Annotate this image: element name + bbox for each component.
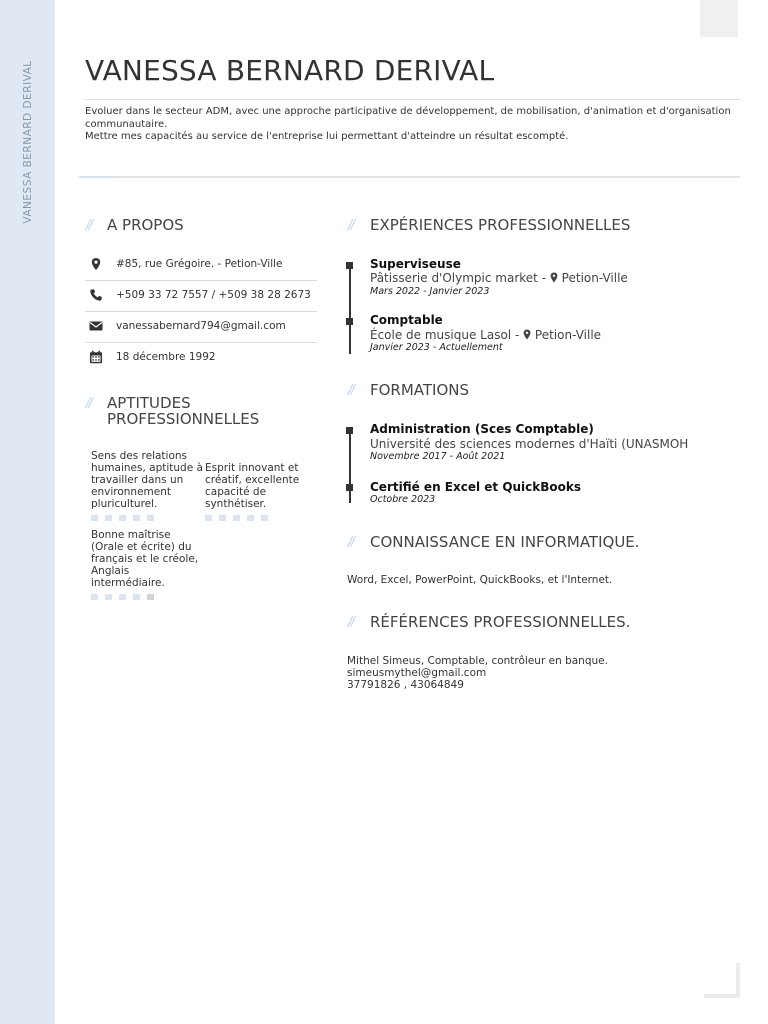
- candidate-name: VANESSA BERNARD DERIVAL: [85, 54, 495, 87]
- divider: [79, 176, 740, 178]
- section-slash-icon: //: [348, 615, 354, 630]
- location-pin-icon: [523, 329, 531, 340]
- timeline-marker: [346, 427, 353, 434]
- section-title-references: RÉFÉRENCES PROFESSIONNELLES.: [370, 613, 631, 631]
- section-title-skills: [107, 395, 259, 427]
- location-pin-icon: [550, 272, 558, 283]
- profile-summary: [85, 106, 740, 144]
- timeline-marker: [346, 262, 353, 269]
- phone-icon: [89, 288, 103, 302]
- corner-decoration: [700, 0, 738, 37]
- section-slash-icon: //: [348, 383, 354, 398]
- sidebar-vertical-name: VANESSA BERNARD DERIVAL: [22, 60, 34, 224]
- skill-rating-dot: [233, 515, 240, 521]
- education-dates: Octobre 2023: [370, 494, 436, 505]
- skill-line: travailler dans un: [91, 474, 184, 486]
- envelope-icon: [89, 319, 103, 333]
- job-dates: Janvier 2023 - Actuellement: [370, 342, 503, 353]
- calendar-icon: [89, 350, 103, 364]
- location-pin-icon: [89, 257, 103, 271]
- job-org-text: École de musique Lasol -: [370, 328, 524, 342]
- contact-address: [85, 250, 317, 281]
- job-org: [370, 271, 628, 285]
- contact-phone: [85, 281, 317, 312]
- computing-skills: Word, Excel, PowerPoint, QuickBooks, et l'Internet.: [347, 574, 613, 586]
- skill-rating-dot: [205, 515, 212, 521]
- skill-rating: [91, 594, 161, 600]
- skill-rating-dot: [133, 594, 140, 600]
- section-slash-icon: //: [348, 535, 354, 550]
- education-title: Administration (Sces Comptable): [370, 422, 594, 436]
- reference-line: simeusmythel@gmail.com: [347, 667, 487, 679]
- divider-accent: [79, 176, 115, 178]
- skill-rating-dot: [119, 594, 126, 600]
- education-school: Université des sciences modernes d'Haïti (UNASMOH: [370, 437, 689, 451]
- timeline-marker: [346, 484, 353, 491]
- skill-line: Bonne maîtrise: [91, 529, 171, 541]
- reference-line: Mithel Simeus, Comptable, contrôleur en banque.: [347, 655, 608, 667]
- timeline-line: [349, 265, 351, 354]
- corner-bracket: [736, 963, 740, 998]
- contact-birthdate: [85, 343, 317, 373]
- reference-line: 37791826 , 43064849: [347, 679, 464, 691]
- section-title-experience: EXPÉRIENCES PROFESSIONNELLES: [370, 216, 631, 234]
- section-title-about: A PROPOS: [107, 216, 184, 234]
- skill-rating-dot: [219, 515, 226, 521]
- skill-rating-dot: [105, 515, 112, 521]
- skill-item: [91, 450, 203, 510]
- job-org-text: Pâtisserie d'Olympic market -: [370, 271, 550, 285]
- skill-rating-dot: [91, 594, 98, 600]
- job-location: Petion-Ville: [534, 328, 602, 342]
- job-dates: Mars 2022 - Janvier 2023: [370, 286, 490, 297]
- job-location: Petion-Ville: [561, 271, 628, 285]
- skill-rating-dot: [133, 515, 140, 521]
- section-slash-icon: //: [86, 218, 92, 233]
- skill-rating-dot: [247, 515, 254, 521]
- skill-rating-dot: [147, 594, 154, 600]
- skill-rating: [91, 515, 161, 521]
- skill-line: Esprit innovant et: [205, 462, 299, 474]
- skill-line: (Orale et écrite) du: [91, 541, 192, 553]
- contact-address-text: #85, rue Grégoire. - Petion-Ville: [116, 258, 283, 270]
- skill-line: Anglais: [91, 565, 130, 577]
- timeline-marker: [346, 318, 353, 325]
- contact-email-text: vanessabernard794@gmail.com: [116, 320, 286, 332]
- section-title-line: APTITUDES: [107, 394, 191, 412]
- skill-line: environnement: [91, 486, 171, 498]
- corner-bracket: [704, 994, 740, 998]
- skill-rating-dot: [105, 594, 112, 600]
- education-title: Certifié en Excel et QuickBooks: [370, 480, 582, 494]
- divider: [85, 99, 740, 100]
- skill-rating-dot: [147, 515, 154, 521]
- skill-line: intermédiaire.: [91, 577, 165, 589]
- summary-line: Mettre mes capacités au service de l'entreprise lui permettant d'atteindre un résultat escompté.: [85, 131, 569, 142]
- section-title-education: FORMATIONS: [370, 381, 470, 399]
- skill-rating-dot: [261, 515, 268, 521]
- education-dates: Novembre 2017 - Août 2021: [370, 451, 506, 462]
- skill-item: [205, 462, 317, 510]
- skill-line: créatif, excellente: [205, 474, 300, 486]
- timeline-line: [349, 430, 351, 503]
- skill-line: pluriculturel.: [91, 498, 158, 510]
- skill-line: humaines, aptitude à: [91, 462, 203, 474]
- job-title: Superviseuse: [370, 257, 461, 271]
- contact-email: [85, 312, 317, 343]
- section-title-line: PROFESSIONNELLES: [107, 410, 260, 428]
- skill-item: [91, 529, 203, 589]
- section-slash-icon: //: [86, 396, 92, 411]
- job-org: [370, 328, 601, 342]
- summary-line: Evoluer dans le secteur ADM, avec une approche participative de développement, de mobilisation, d'animation et d'organisation communautaire.: [85, 106, 731, 130]
- skill-line: synthétiser.: [205, 498, 267, 510]
- skill-line: capacité de: [205, 486, 267, 498]
- skill-rating-dot: [119, 515, 126, 521]
- contact-birthdate-text: 18 décembre 1992: [116, 351, 216, 363]
- contact-phone-text: +509 33 72 7557 / +509 38 28 2673: [116, 289, 311, 301]
- skill-rating: [205, 515, 275, 521]
- skill-line: français et le créole,: [91, 553, 199, 565]
- sidebar: [0, 0, 55, 1024]
- skill-line: Sens des relations: [91, 450, 188, 462]
- job-title: Comptable: [370, 313, 443, 327]
- reference-detail: [347, 655, 608, 691]
- section-title-computing: CONNAISSANCE EN INFORMATIQUE.: [370, 533, 640, 551]
- section-slash-icon: //: [348, 218, 354, 233]
- skill-rating-dot: [91, 515, 98, 521]
